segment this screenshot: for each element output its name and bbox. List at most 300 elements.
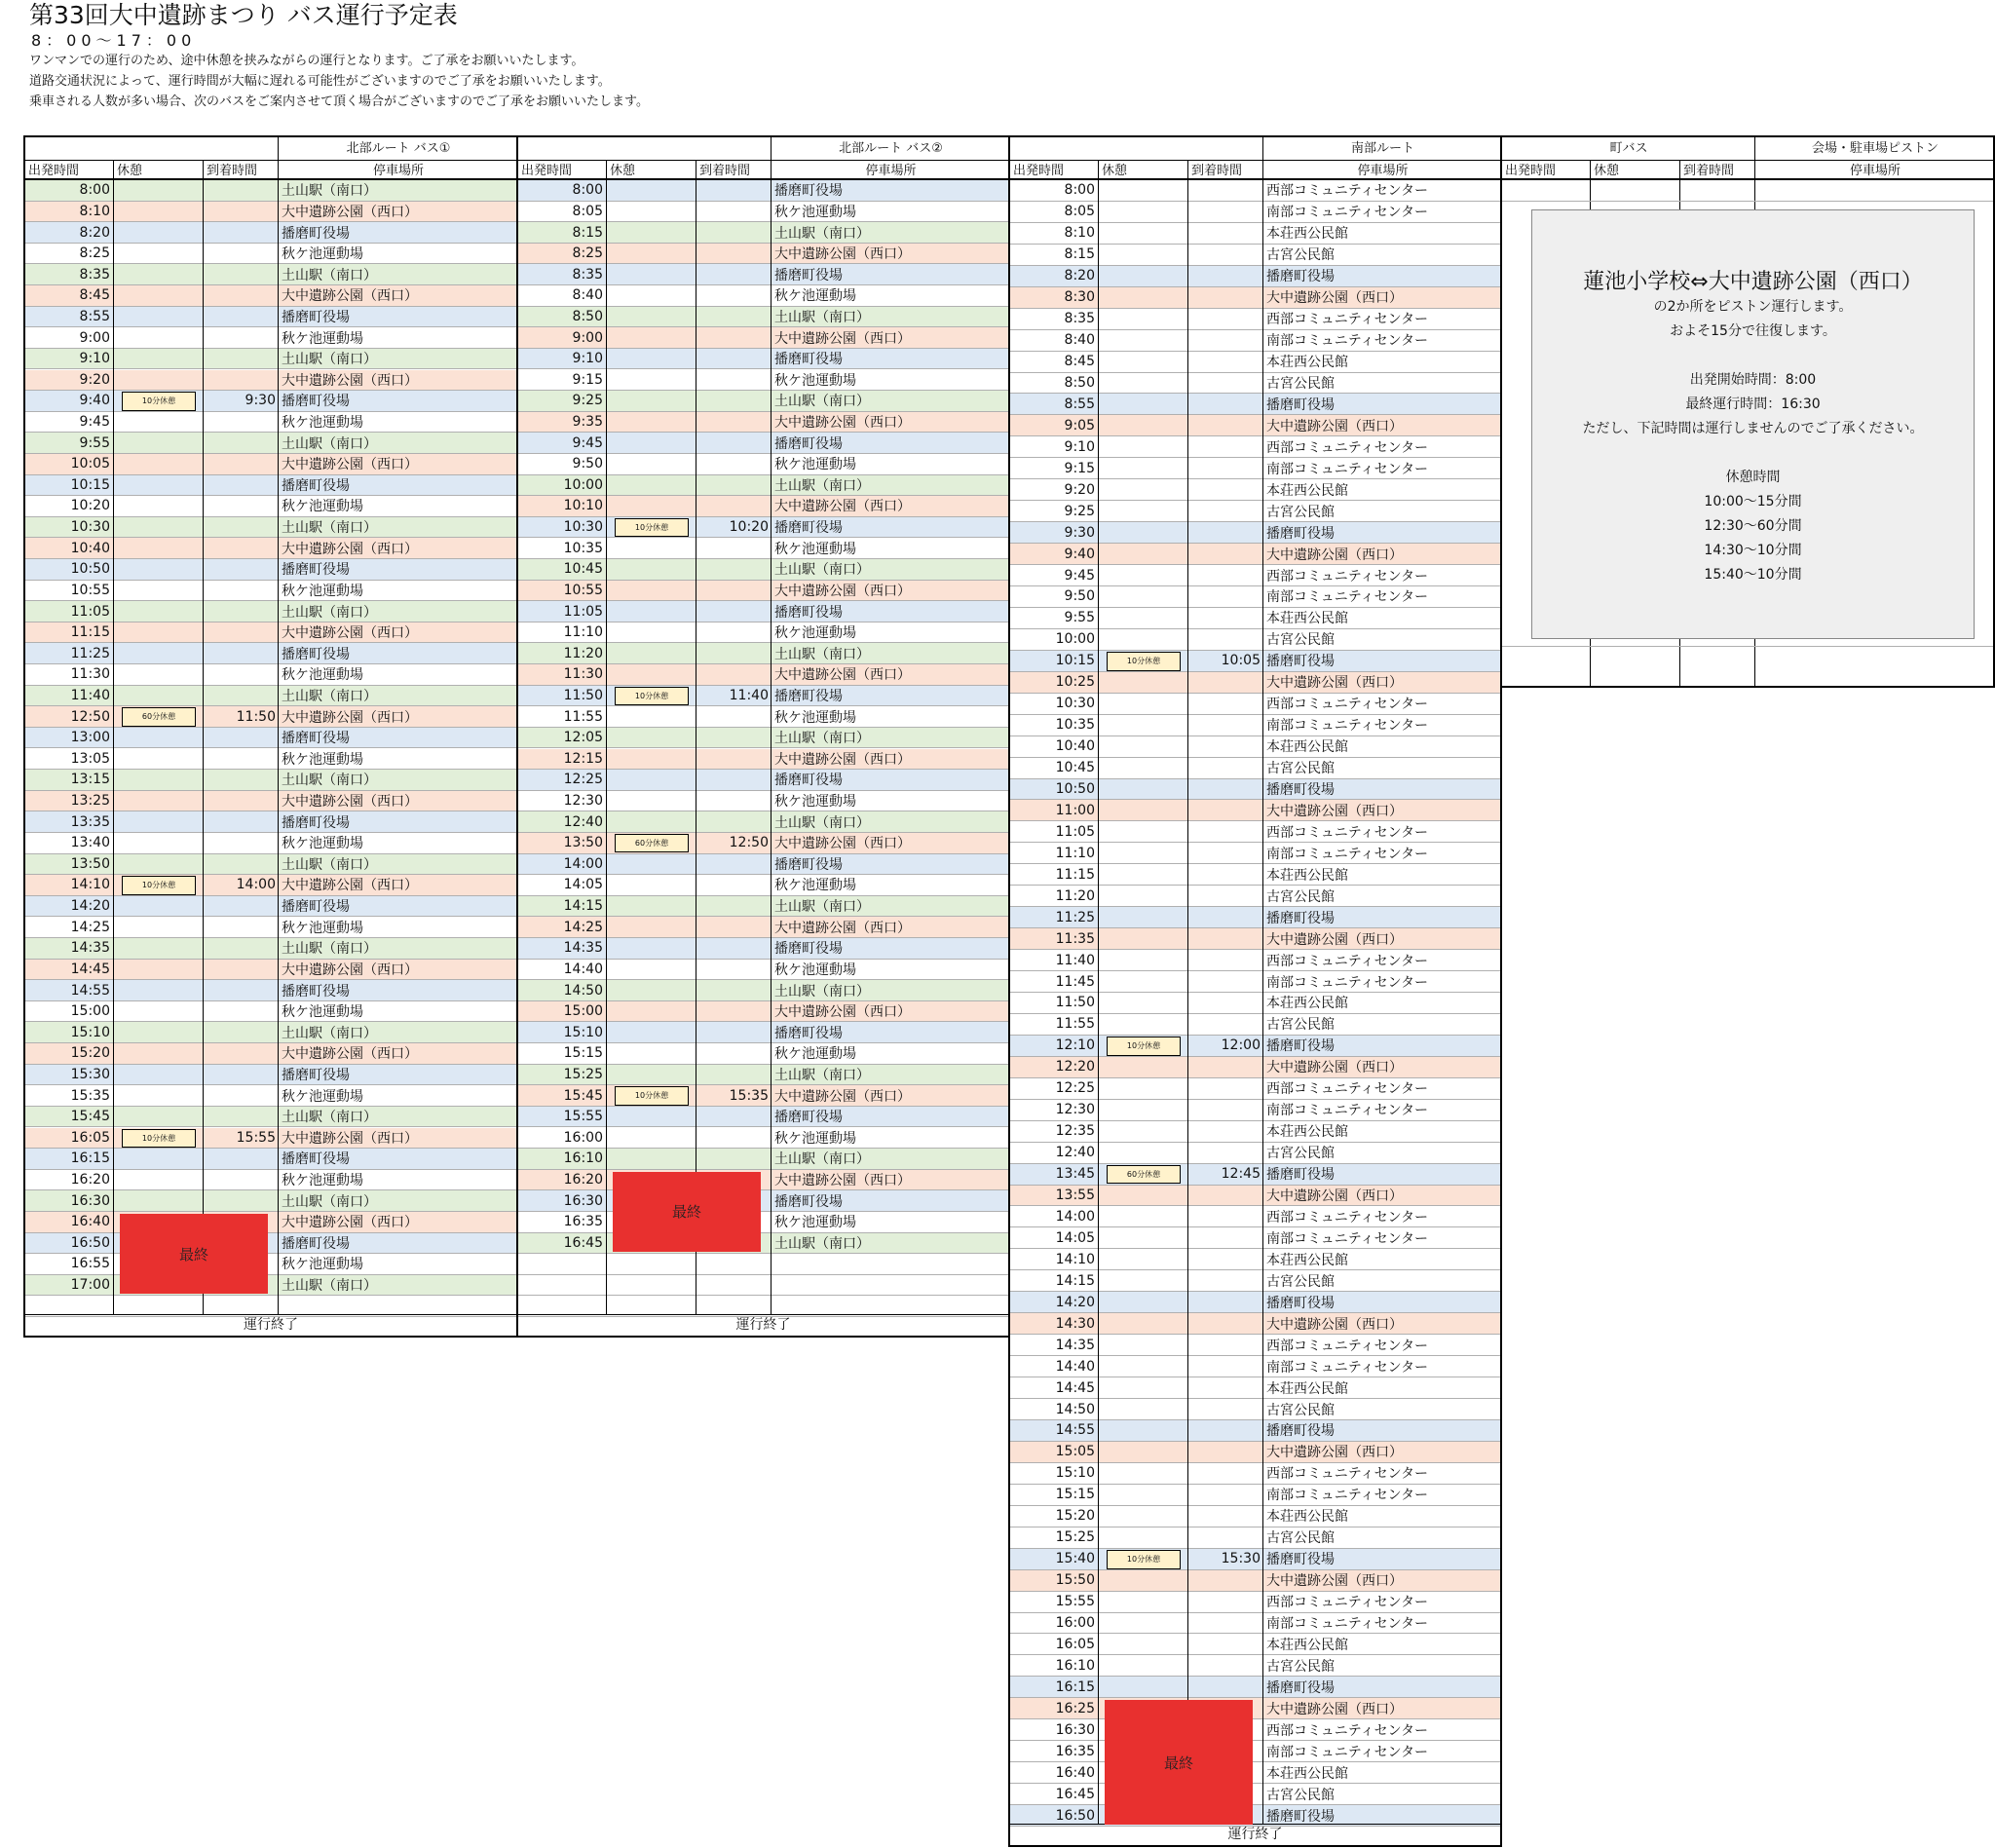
table-row [25, 264, 516, 285]
departure-time: 10:45 [1055, 760, 1095, 776]
stop-name: 播磨町役場 [282, 1067, 350, 1083]
table-row [25, 370, 516, 392]
stop-name: 大中遺跡公園（西口） [774, 583, 911, 599]
departure-time: 10:40 [70, 540, 110, 556]
stop-name: 土山駅（南口） [774, 814, 870, 831]
stop-name: 秋ケ池運動場 [282, 1088, 363, 1105]
departure-time: 15:10 [1055, 1465, 1095, 1482]
departure-time: 8:00 [1064, 182, 1095, 199]
departure-time: 11:25 [1055, 909, 1095, 925]
departure-time: 16:15 [70, 1150, 110, 1167]
stop-name: 南部コミュニティセンター [1266, 1230, 1429, 1247]
grid-line [278, 137, 279, 1315]
table-row [518, 854, 1008, 876]
departure-time: 16:35 [1055, 1743, 1095, 1759]
stop-name: 大中遺跡公園（西口） [774, 1088, 911, 1105]
col-departure: 出発時間 [521, 164, 573, 178]
table-row [1010, 1292, 1500, 1313]
stop-name: 播磨町役場 [774, 1193, 843, 1210]
col-arrival: 到着時間 [699, 164, 751, 178]
arrival-time: 11:40 [729, 687, 769, 703]
col-arrival: 到着時間 [1683, 164, 1735, 178]
departure-time: 14:15 [1055, 1272, 1095, 1289]
departure-time: 11:15 [70, 624, 110, 641]
stop-name: 本荘西公民館 [1266, 1637, 1348, 1653]
table-row [518, 349, 1008, 370]
table-row [1010, 950, 1500, 971]
table-row [518, 244, 1008, 265]
operating-hours: 8：00～17：00 [31, 31, 197, 50]
table-row [25, 960, 516, 981]
table-row [1010, 1186, 1500, 1207]
departure-time: 16:30 [70, 1192, 110, 1209]
departure-time: 15:05 [1055, 1444, 1095, 1460]
table-row [1010, 522, 1500, 544]
col-arrival: 到着時間 [207, 164, 258, 178]
shuttle-info-line: およそ15分で往復します。 [1670, 323, 1836, 339]
table-row [518, 391, 1008, 412]
departure-time: 9:40 [1064, 546, 1095, 562]
stop-name: 播磨町役場 [774, 183, 843, 200]
timetable-rows [25, 180, 516, 1317]
table-row [25, 1128, 516, 1150]
departure-time: 8:20 [79, 224, 110, 241]
stop-name: 播磨町役場 [1266, 269, 1335, 285]
col-break: 休憩 [610, 164, 636, 178]
departure-time: 10:35 [1055, 717, 1095, 734]
stop-name: 大中遺跡公園（西口） [282, 1130, 418, 1147]
col-departure: 出発時間 [1013, 164, 1065, 178]
stop-name: 播磨町役場 [774, 856, 843, 873]
stop-name: 播磨町役場 [774, 520, 843, 537]
departure-time: 14:50 [1055, 1401, 1095, 1417]
stop-name: 大中遺跡公園（西口） [1266, 1316, 1403, 1333]
departure-time [518, 1296, 606, 1316]
stop-name: 播磨町役場 [774, 435, 843, 452]
table-row [25, 1022, 516, 1043]
col-stop: 停車場所 [1357, 164, 1409, 178]
stop-name: 南部コミュニティセンター [1266, 1744, 1429, 1760]
stop-name: 西部コミュニティセンター [1266, 953, 1429, 969]
departure-time: 14:40 [1055, 1358, 1095, 1375]
table-row [1010, 1207, 1500, 1228]
table-row [1010, 1078, 1500, 1100]
departure-time: 8:10 [1064, 225, 1095, 242]
departure-time: 16:50 [1055, 1807, 1095, 1824]
stop-name: 大中遺跡公園（西口） [774, 751, 911, 768]
stop-name: 土山駅（南口） [282, 773, 377, 789]
departure-time: 13:25 [70, 793, 110, 810]
departure-time: 10:00 [563, 476, 603, 493]
south-route-table [1008, 135, 1502, 1847]
departure-time: 8:40 [572, 287, 603, 304]
arrival-time: 10:05 [1221, 653, 1261, 669]
table-row [518, 896, 1008, 918]
stop-name: 播磨町役場 [282, 731, 350, 747]
departure-time: 14:00 [1055, 1208, 1095, 1225]
table-row [25, 1170, 516, 1191]
stop-name: 播磨町役場 [774, 604, 843, 621]
break-cell [114, 391, 204, 411]
departure-time: 11:40 [70, 687, 110, 703]
stop-name: 本荘西公民館 [1266, 1252, 1348, 1268]
shuttle-info-box [1531, 209, 1975, 639]
departure-time: 8:05 [572, 203, 603, 219]
stop-name: 古宮公民館 [1266, 1146, 1335, 1162]
table-row [518, 1190, 1008, 1212]
stop-name: 土山駅（南口） [774, 1151, 870, 1168]
departure-time: 12:30 [1055, 1102, 1095, 1118]
departure-time: 8:15 [1064, 246, 1095, 263]
grid-line [1187, 160, 1188, 1825]
shuttle-info-line: 出発開始時間：8:00 [1689, 372, 1817, 388]
table-row [518, 1149, 1008, 1170]
table-row [1010, 1741, 1500, 1762]
stop-name: 古宮公民館 [1266, 632, 1335, 649]
stop-name: 播磨町役場 [774, 773, 843, 789]
stop-name: 本荘西公民館 [1266, 1509, 1348, 1526]
departure-time: 14:15 [563, 898, 603, 915]
stop-name: 大中遺跡公園（西口） [1266, 1188, 1403, 1205]
arrival-time: 14:00 [236, 877, 276, 893]
stop-name: 土山駅（南口） [282, 435, 377, 452]
departure-time: 9:20 [1064, 481, 1095, 498]
stop-name: 秋ケ池運動場 [282, 1257, 363, 1273]
note-2: 道路交通状況によって、運行時間が大幅に遅れる可能性がございますのでご了承をお願いいたします。 [29, 74, 611, 89]
departure-time: 12:40 [1055, 1145, 1095, 1161]
table-row [518, 770, 1008, 791]
stop-name: 播磨町役場 [282, 646, 350, 662]
departure-time: 10:30 [1055, 696, 1095, 712]
departure-time: 16:35 [563, 1214, 603, 1230]
stop-name: 大中遺跡公園（西口） [774, 836, 911, 852]
table-row [518, 517, 1008, 539]
departure-time: 11:20 [1055, 887, 1095, 904]
table-row [518, 1128, 1008, 1150]
arrival-time: 12:00 [1221, 1037, 1261, 1054]
table-row [25, 811, 516, 833]
table-row [25, 749, 516, 771]
stop-name: 大中遺跡公園（西口） [1266, 547, 1403, 563]
departure-time: 16:05 [1055, 1636, 1095, 1652]
stop-name: 土山駅（南口） [774, 983, 870, 999]
departure-time: 12:30 [563, 793, 603, 810]
departure-time: 12:35 [1055, 1123, 1095, 1140]
note-3: 乗車される人数が多い場合、次のバスをご案内させて頂く場合がございますのでご了承をお願いいたします。 [29, 94, 649, 109]
departure-time: 11:50 [563, 687, 603, 703]
departure-time: 8:30 [1064, 289, 1095, 306]
departure-time: 9:25 [1064, 503, 1095, 519]
stop-name [772, 1296, 774, 1316]
table-row [25, 559, 516, 581]
departure-time: 14:25 [70, 919, 110, 935]
stop-name [279, 1296, 282, 1316]
table-row [1010, 736, 1500, 758]
table-row [25, 180, 516, 202]
departure-time [518, 1275, 606, 1296]
table-row [1010, 608, 1500, 629]
table-row [25, 412, 516, 434]
grid-line [1098, 160, 1099, 1825]
table-row [1010, 1420, 1500, 1442]
departure-time: 16:00 [563, 1129, 603, 1146]
stop-name: 播磨町役場 [282, 225, 350, 242]
stop-name: 播磨町役場 [774, 352, 843, 368]
departure-time: 16:40 [1055, 1764, 1095, 1781]
column-header [1010, 160, 1500, 180]
departure-time: 12:25 [563, 772, 603, 788]
stop-name: 南部コミュニティセンター [1266, 846, 1429, 862]
break-tag: 10分休憩 [1107, 1037, 1181, 1056]
table-row [25, 664, 516, 686]
stop-name: 本荘西公民館 [1266, 996, 1348, 1012]
stop-name: 播磨町役場 [1266, 1552, 1335, 1568]
table-row [1010, 309, 1500, 330]
stop-name: 播磨町役場 [282, 562, 350, 579]
arrival-time: 10:20 [729, 519, 769, 536]
departure-time: 14:45 [70, 961, 110, 977]
table-row [518, 1170, 1008, 1191]
departure-time: 16:05 [70, 1129, 110, 1146]
route-names [1502, 137, 1993, 160]
table-row [1010, 202, 1500, 223]
table-row [1010, 501, 1500, 522]
departure-time: 14:55 [70, 982, 110, 999]
departure-time: 15:45 [563, 1087, 603, 1104]
table-row [518, 749, 1008, 771]
table-row [518, 938, 1008, 960]
departure-time: 11:10 [563, 624, 603, 641]
stop-name: 大中遺跡公園（西口） [282, 1046, 418, 1063]
table-row [518, 664, 1008, 686]
stop-name: 西部コミュニティセンター [1266, 439, 1429, 456]
table-row [518, 285, 1008, 307]
stop-name: 西部コミュニティセンター [1266, 568, 1429, 585]
departure-time: 15:20 [70, 1045, 110, 1062]
break-tag: 60分休憩 [1107, 1165, 1181, 1185]
table-row [1010, 1164, 1500, 1186]
grid-line [1262, 137, 1263, 1825]
table-row [1010, 928, 1500, 950]
table-row [25, 643, 516, 664]
departure-time: 16:00 [1055, 1614, 1095, 1631]
departure-time: 13:05 [70, 750, 110, 767]
table-row [1010, 864, 1500, 886]
departure-time: 9:55 [79, 434, 110, 451]
departure-time: 9:15 [1064, 460, 1095, 476]
stop-name: 大中遺跡公園（西口） [1266, 1701, 1403, 1717]
grid-line [203, 160, 204, 1315]
stop-name: 播磨町役場 [774, 1110, 843, 1126]
stop-name: 土山駅（南口） [774, 562, 870, 579]
table-row [518, 1107, 1008, 1128]
table-row [25, 454, 516, 475]
table-row [25, 496, 516, 517]
table-row [1010, 1485, 1500, 1506]
departure-time: 16:15 [1055, 1678, 1095, 1695]
stop-name: 南部コミュニティセンター [1266, 589, 1429, 606]
table-row [1010, 1121, 1500, 1143]
table-row [518, 791, 1008, 812]
stop-name: 本荘西公民館 [1266, 1380, 1348, 1397]
break-tag: 10分休憩 [1107, 1550, 1181, 1569]
table-row [1010, 1057, 1500, 1078]
table-row [1010, 821, 1500, 843]
stop-name: 土山駅（南口） [282, 941, 377, 958]
shuttle-info-line: の2か所をピストン運行します。 [1653, 299, 1853, 315]
departure-time: 13:50 [563, 835, 603, 851]
departure-time: 11:10 [1055, 845, 1095, 861]
stop-name: 南部コミュニティセンター [1266, 718, 1429, 735]
stop-name: 秋ケ池運動場 [282, 415, 363, 432]
stop-name: 本荘西公民館 [1266, 482, 1348, 499]
timetable-rows [518, 180, 1008, 1317]
stop-name: 西部コミュニティセンター [1266, 1466, 1429, 1483]
table-row [1010, 1655, 1500, 1677]
break-cell [1099, 651, 1188, 671]
table-row [518, 875, 1008, 896]
stop-name: 播磨町役場 [282, 1151, 350, 1168]
departure-time: 9:00 [572, 329, 603, 346]
departure-time: 13:40 [70, 835, 110, 851]
departure-time: 9:10 [572, 351, 603, 367]
break-tag: 10分休憩 [122, 876, 196, 894]
shuttle-info-line: 15:40～10分間 [1704, 567, 1802, 583]
departure-time: 10:00 [1055, 631, 1095, 648]
departure-time: 11:05 [1055, 823, 1095, 840]
table-row [1010, 1100, 1500, 1121]
stop-name: 西部コミュニティセンター [1266, 697, 1429, 713]
table-row [25, 327, 516, 349]
stop-name: 秋ケ池運動場 [774, 1046, 856, 1063]
stop-name: 大中遺跡公園（西口） [774, 499, 911, 515]
table-row [1010, 1698, 1500, 1719]
arrival-time: 15:35 [729, 1087, 769, 1104]
table-row [1010, 1270, 1500, 1292]
table-row [1010, 971, 1500, 993]
table-row [1010, 758, 1500, 779]
table-row [1010, 993, 1500, 1014]
table-row [518, 960, 1008, 981]
stop-name: 秋ケ池運動場 [774, 794, 856, 811]
shuttle-info-line: ただし、下記時間は運行しませんのでご了承ください。 [1582, 421, 1924, 436]
stop-name: 播磨町役場 [1266, 654, 1335, 670]
table-row [1010, 394, 1500, 415]
departure-time: 9:45 [79, 414, 110, 431]
table-row [518, 622, 1008, 644]
stop-name: 南部コミュニティセンター [1266, 1488, 1429, 1504]
table-row [25, 1254, 516, 1275]
departure-time: 13:35 [70, 813, 110, 830]
stop-name: 播磨町役場 [282, 477, 350, 494]
departure-time: 9:10 [79, 351, 110, 367]
departure-time: 15:40 [1055, 1551, 1095, 1567]
table-row [1010, 629, 1500, 651]
departure-time: 16:30 [1055, 1721, 1095, 1738]
table-row [518, 1022, 1008, 1043]
stop-name: 南部コミュニティセンター [1266, 1359, 1429, 1376]
stop-name: 南部コミュニティセンター [1266, 333, 1429, 350]
stop-name: 南部コミュニティセンター [1266, 974, 1429, 991]
stop-name: 播磨町役場 [1266, 1038, 1335, 1055]
departure-time: 11:05 [70, 603, 110, 620]
stop-name: 大中遺跡公園（西口） [282, 794, 418, 811]
stop-name: 土山駅（南口） [282, 267, 377, 283]
stop-name: 南部コミュニティセンター [1266, 1103, 1429, 1119]
departure-time: 10:25 [1055, 674, 1095, 691]
stop-name: 古宮公民館 [1266, 504, 1335, 520]
stop-name: 秋ケ池運動場 [282, 583, 363, 599]
stop-name: 西部コミュニティセンター [1266, 1338, 1429, 1354]
stop-name: 秋ケ池運動場 [774, 288, 856, 305]
departure-time: 14:50 [563, 982, 603, 999]
table-row [1010, 779, 1500, 801]
stop-name: 西部コミュニティセンター [1266, 824, 1429, 841]
departure-time: 9:50 [1064, 588, 1095, 605]
stop-name: 大中遺跡公園（西口） [774, 330, 911, 347]
break-cell [114, 706, 204, 727]
stop-name: 大中遺跡公園（西口） [1266, 418, 1403, 434]
stop-name: 大中遺跡公園（西口） [1266, 803, 1403, 819]
table-row [518, 1065, 1008, 1086]
arrival-time: 12:50 [729, 835, 769, 851]
departure-time: 10:40 [1055, 738, 1095, 755]
town-row [1502, 646, 1993, 667]
stop-name: 秋ケ池運動場 [282, 920, 363, 936]
stop-name: 秋ケ池運動場 [774, 1215, 856, 1231]
table-row [1010, 1227, 1500, 1249]
stop-name: 秋ケ池運動場 [282, 1004, 363, 1021]
table-row [518, 327, 1008, 349]
departure-time: 16:45 [1055, 1786, 1095, 1802]
departure-time: 14:00 [563, 855, 603, 872]
stop-name: 大中遺跡公園（西口） [282, 878, 418, 894]
table-row [1010, 800, 1500, 821]
table-row [25, 875, 516, 896]
col-stop: 停車場所 [1849, 164, 1901, 178]
stop-name: 大中遺跡公園（西口） [282, 288, 418, 305]
departure-time: 9:30 [1064, 524, 1095, 541]
departure-time: 8:50 [572, 308, 603, 324]
stop-name: 大中遺跡公園（西口） [282, 204, 418, 220]
departure-time: 9:45 [572, 434, 603, 451]
stop-name: 西部コミュニティセンター [1266, 1722, 1429, 1739]
page-header [29, 0, 649, 112]
table-row [1010, 1719, 1500, 1741]
departure-time: 14:05 [1055, 1229, 1095, 1246]
town-bus-name: 町バス [1609, 141, 1648, 156]
break-cell [607, 1085, 696, 1106]
departure-time: 14:30 [1055, 1315, 1095, 1332]
table-row [518, 1043, 1008, 1065]
stop-name: 本荘西公民館 [1266, 226, 1348, 243]
table-row [1010, 458, 1500, 479]
table-row [518, 643, 1008, 664]
route-name [518, 137, 1008, 160]
table-row [1010, 886, 1500, 907]
departure-time: 12:05 [563, 730, 603, 746]
departure-time: 8:55 [79, 308, 110, 324]
table-row [518, 706, 1008, 728]
break-tag: 10分休憩 [122, 392, 196, 410]
table-row [25, 391, 516, 412]
stop-name: 土山駅（南口） [282, 352, 377, 368]
departure-time: 11:05 [563, 603, 603, 620]
table-row [518, 264, 1008, 285]
col-break: 休憩 [1594, 164, 1620, 178]
grid-line [606, 160, 607, 1315]
table-row [25, 1043, 516, 1065]
